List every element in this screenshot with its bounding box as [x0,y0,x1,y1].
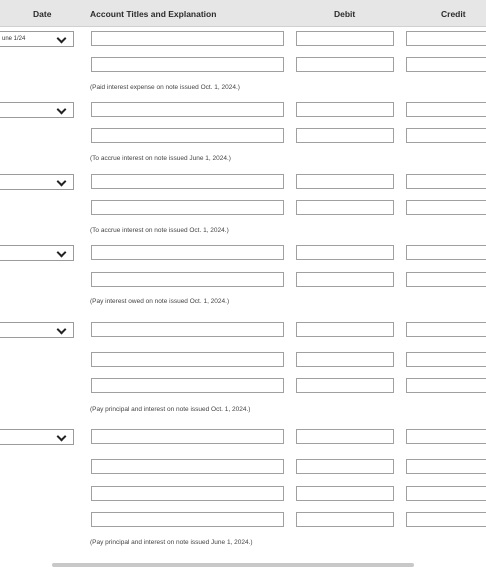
account-field-6a[interactable] [91,429,284,444]
credit-field-6b[interactable] [406,459,486,474]
account-field-5b[interactable] [91,352,284,367]
account-field-5a[interactable] [91,322,284,337]
chevron-down-icon [57,177,67,187]
credit-field-6a[interactable] [406,429,486,444]
date-column-header: Date [33,9,52,19]
account-field-2b[interactable] [91,128,284,143]
chevron-down-icon [57,325,67,335]
account-field-3a[interactable] [91,174,284,189]
horizontal-scrollbar[interactable] [52,563,414,567]
entry-explanation-1: (Paid interest expense on note issued Oct. 1, 2024.) [90,84,240,91]
debit-field-6b[interactable] [296,459,394,474]
credit-field-2a[interactable] [406,102,486,117]
credit-field-1b[interactable] [406,57,486,72]
date-select-2[interactable] [0,102,74,118]
credit-field-1a[interactable] [406,31,486,46]
entry-explanation-3: (To accrue interest on note issued Oct. 1, 2024.) [90,227,229,234]
debit-field-6c[interactable] [296,486,394,501]
debit-field-2b[interactable] [296,128,394,143]
journal-header [0,0,486,27]
date-select-4[interactable] [0,245,74,261]
entry-explanation-6: (Pay principal and interest on note issued June 1, 2024.) [90,539,253,546]
credit-field-2b[interactable] [406,128,486,143]
debit-field-5b[interactable] [296,352,394,367]
credit-field-3b[interactable] [406,200,486,215]
account-field-4a[interactable] [91,245,284,260]
account-field-6d[interactable] [91,512,284,527]
credit-field-5a[interactable] [406,322,486,337]
entry-explanation-2: (To accrue interest on note issued June 1, 2024.) [90,155,231,162]
debit-field-1b[interactable] [296,57,394,72]
credit-column-header: Credit [441,9,466,19]
chevron-down-icon [57,105,67,115]
debit-field-5c[interactable] [296,378,394,393]
debit-field-2a[interactable] [296,102,394,117]
debit-field-3b[interactable] [296,200,394,215]
entry-explanation-5: (Pay principal and interest on note issued Oct. 1, 2024.) [90,406,251,413]
debit-field-4b[interactable] [296,272,394,287]
credit-field-4a[interactable] [406,245,486,260]
debit-field-3a[interactable] [296,174,394,189]
account-field-5c[interactable] [91,378,284,393]
account-column-header: Account Titles and Explanation [90,9,217,19]
debit-field-5a[interactable] [296,322,394,337]
account-field-3b[interactable] [91,200,284,215]
account-field-1b[interactable] [91,57,284,72]
date-select-5[interactable] [0,322,74,338]
chevron-down-icon [57,34,67,44]
credit-field-6c[interactable] [406,486,486,501]
date-select-3[interactable] [0,174,74,190]
chevron-down-icon [57,248,67,258]
chevron-down-icon [57,432,67,442]
credit-field-5b[interactable] [406,352,486,367]
date-select-1[interactable] [0,31,74,47]
credit-field-6d[interactable] [406,512,486,527]
debit-column-header: Debit [334,9,356,19]
debit-field-6d[interactable] [296,512,394,527]
debit-field-1a[interactable] [296,31,394,46]
credit-field-3a[interactable] [406,174,486,189]
account-field-2a[interactable] [91,102,284,117]
account-field-6c[interactable] [91,486,284,501]
credit-field-5c[interactable] [406,378,486,393]
entry-explanation-4: (Pay interest owed on note issued Oct. 1, 2024.) [90,298,230,305]
account-field-1a[interactable] [91,31,284,46]
account-field-4b[interactable] [91,272,284,287]
credit-field-4b[interactable] [406,272,486,287]
date-select-value: une 1/24 [2,36,26,42]
date-select-6[interactable] [0,429,74,445]
debit-field-6a[interactable] [296,429,394,444]
debit-field-4a[interactable] [296,245,394,260]
account-field-6b[interactable] [91,459,284,474]
